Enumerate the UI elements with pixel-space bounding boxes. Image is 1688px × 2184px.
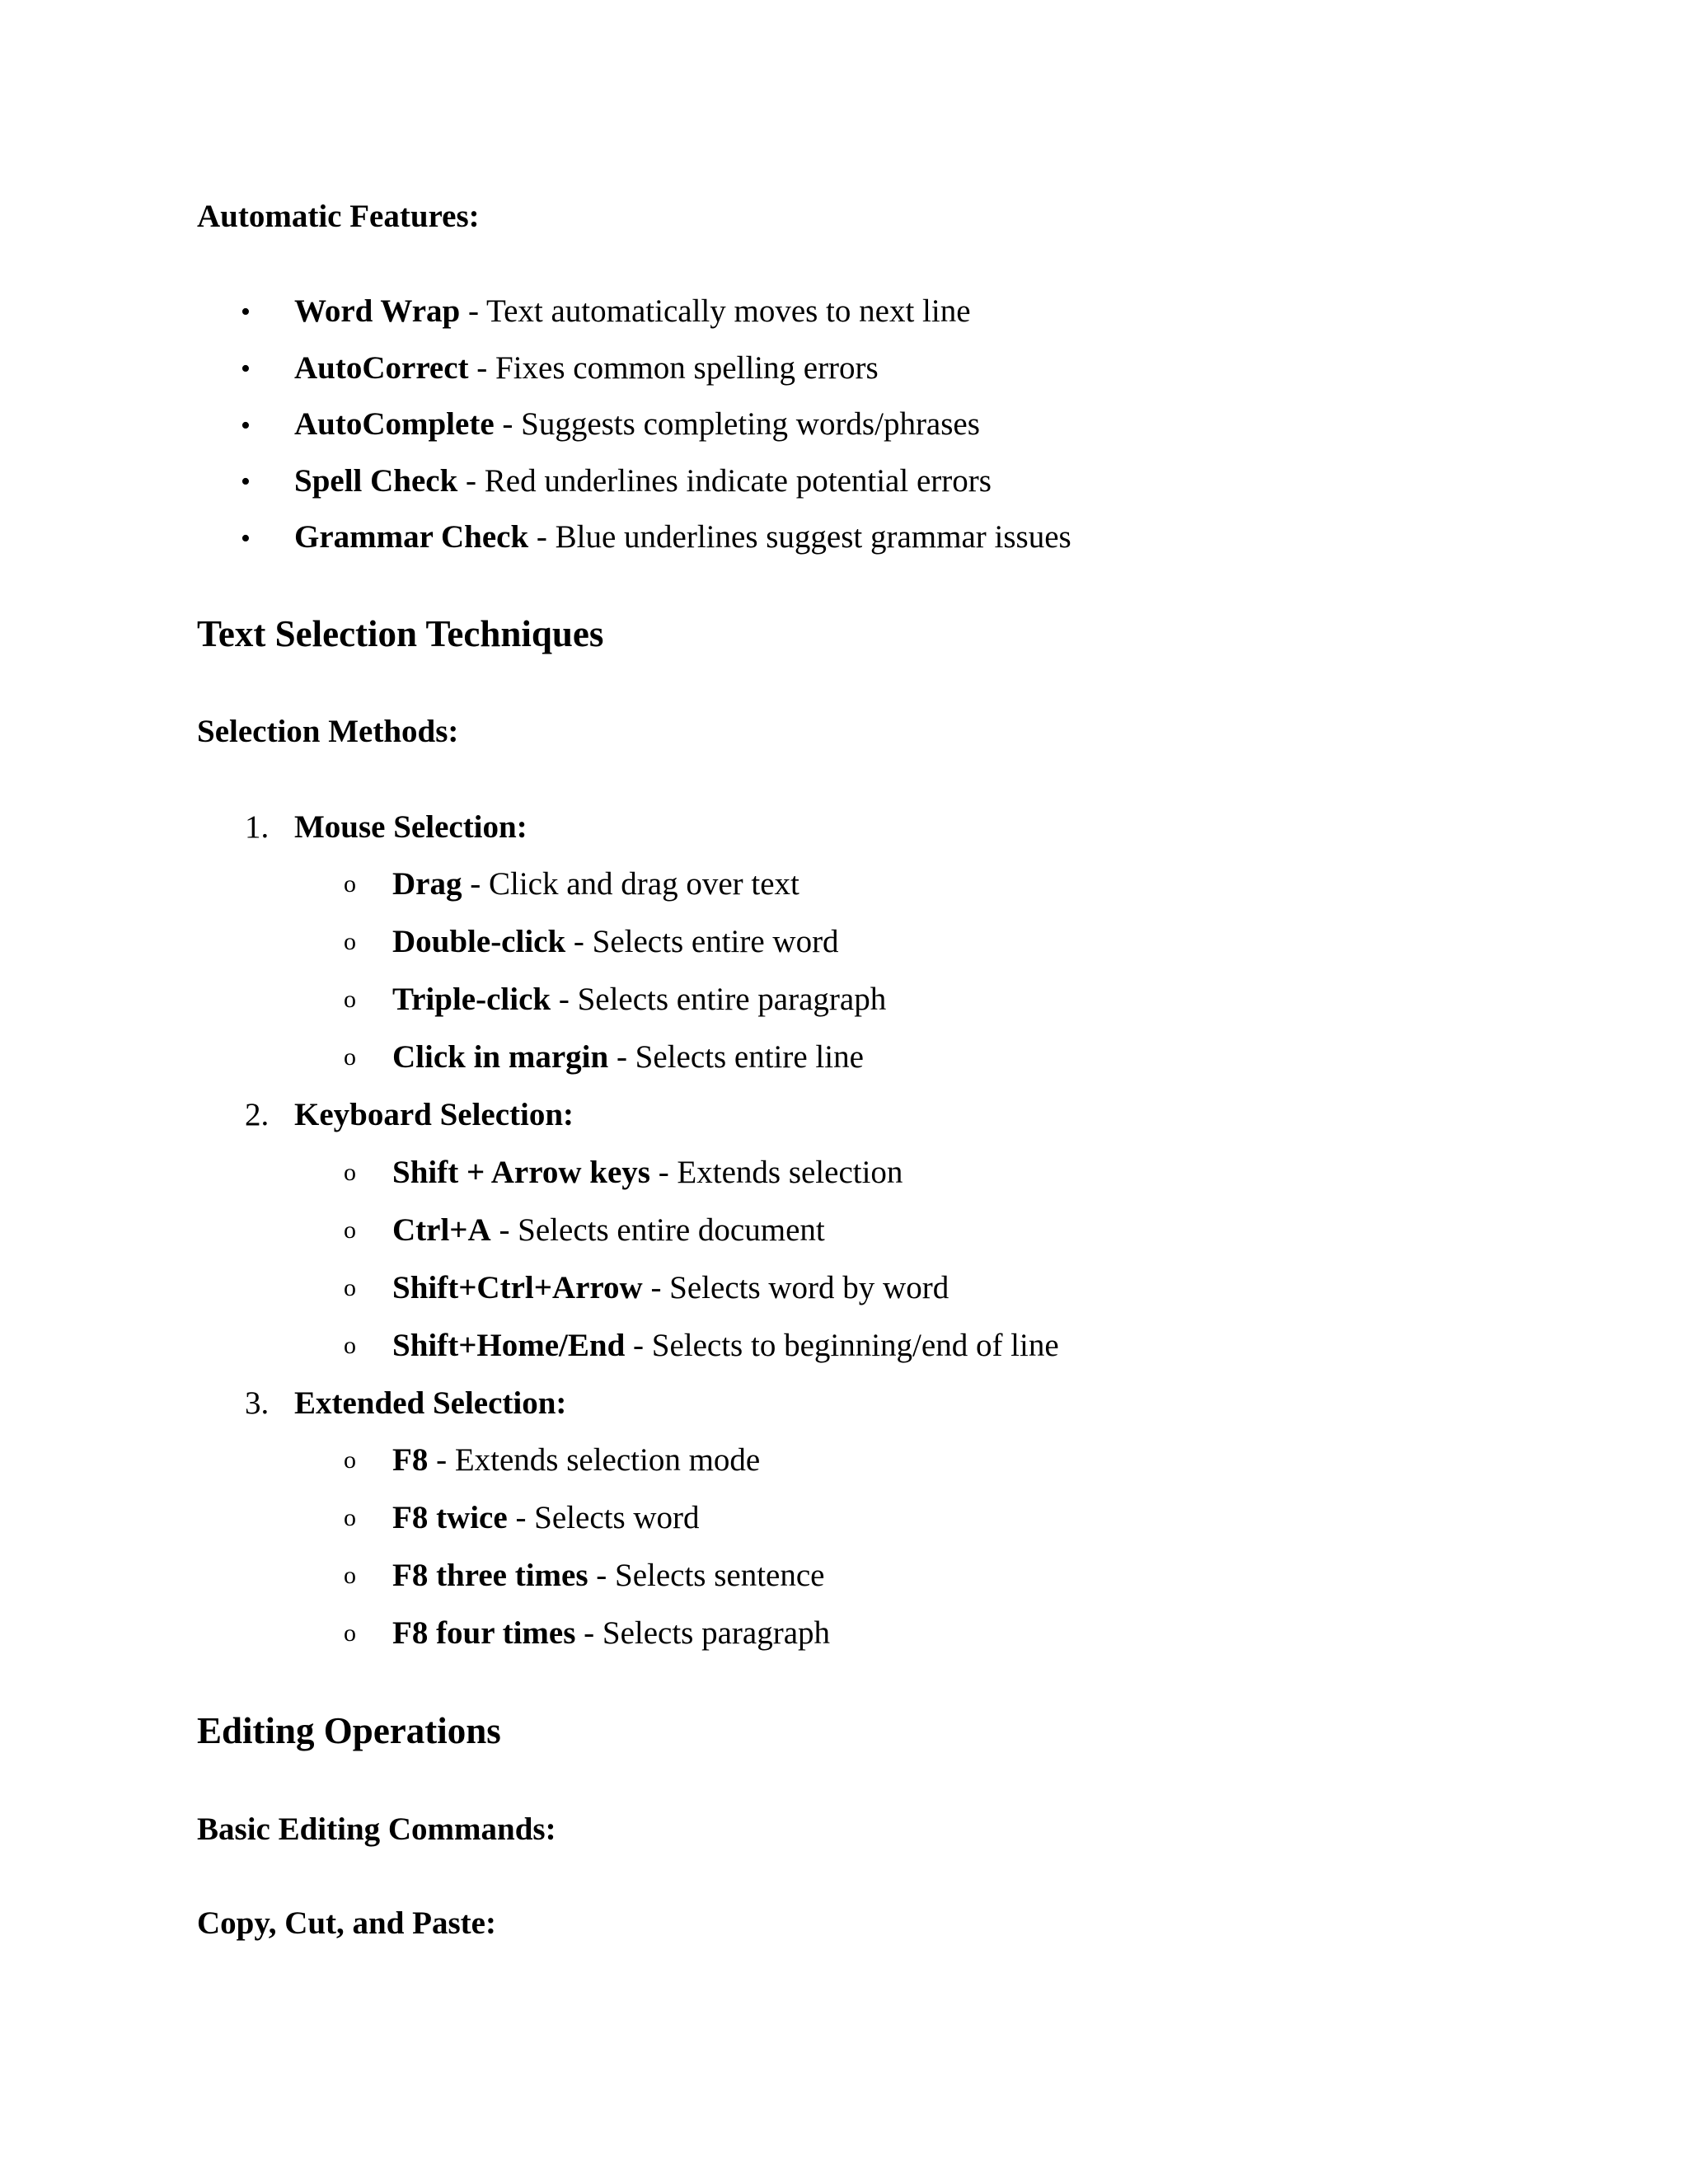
circle-bullet-icon: o: [344, 1159, 356, 1186]
item-desc: - Selects to beginning/end of line: [625, 1328, 1059, 1363]
list-item: [392, 1617, 830, 1649]
list-item: [294, 408, 980, 440]
item-term: Shift+Home/End: [392, 1328, 626, 1363]
list-item: [392, 1156, 903, 1188]
feature-desc: - Red underlines indicate potential errors: [457, 463, 992, 499]
list-number: 1.: [245, 809, 270, 845]
list-number: 3.: [245, 1385, 270, 1421]
list-item: [392, 1444, 760, 1476]
bullet-icon: •: [241, 410, 251, 441]
circle-bullet-icon: o: [344, 1619, 356, 1647]
item-desc: - Selects word: [507, 1500, 700, 1535]
circle-bullet-icon: o: [344, 1562, 356, 1589]
item-term: F8 twice: [392, 1500, 508, 1535]
item-desc: - Extends selection: [649, 1155, 903, 1190]
item-term: Shift+Ctrl+Arrow: [392, 1270, 643, 1305]
item-term: F8 three times: [392, 1558, 588, 1593]
item-desc: - Click and drag over text: [462, 866, 799, 902]
list-item: [392, 926, 839, 958]
feature-desc: - Fixes common spelling errors: [468, 350, 879, 386]
list-item: [392, 1272, 949, 1304]
item-desc: - Selects entire line: [608, 1039, 864, 1075]
list-item: [294, 295, 971, 327]
feature-desc: - Text automatically moves to next line: [460, 293, 971, 329]
item-desc: - Selects word by word: [642, 1270, 950, 1305]
item-desc: - Selects sentence: [588, 1558, 825, 1593]
item-term: F8 four times: [392, 1615, 576, 1651]
item-term: Shift + Arrow keys: [392, 1155, 650, 1190]
list-item: [392, 1214, 825, 1246]
item-desc: - Selects entire word: [565, 924, 839, 959]
text-selection-title: Text Selection Techniques: [197, 613, 604, 654]
feature-term: AutoCorrect: [294, 350, 469, 386]
list-item: [392, 1329, 1059, 1361]
feature-term: AutoComplete: [294, 406, 495, 442]
group-label: [294, 811, 528, 843]
circle-bullet-icon: o: [344, 1504, 356, 1531]
circle-bullet-icon: o: [344, 1274, 356, 1301]
list-item: [294, 521, 1071, 553]
circle-bullet-icon: o: [344, 1446, 356, 1474]
bullet-icon: •: [241, 354, 251, 384]
selection-methods-heading: Selection Methods:: [197, 714, 459, 749]
feature-term: Spell Check: [294, 463, 458, 499]
item-desc: - Selects entire paragraph: [551, 982, 887, 1017]
list-item: [392, 1502, 700, 1534]
feature-term: Word Wrap: [294, 293, 461, 329]
item-desc: - Extends selection mode: [428, 1442, 761, 1478]
item-term: Click in margin: [392, 1039, 609, 1075]
feature-term: Grammar Check: [294, 519, 529, 555]
group-label-text: Extended Selection:: [294, 1385, 567, 1421]
feature-desc: - Suggests completing words/phrases: [494, 406, 980, 442]
list-item: [392, 868, 799, 900]
item-term: Double-click: [392, 924, 566, 959]
list-item: [392, 1559, 825, 1591]
group-label-text: Keyboard Selection:: [294, 1097, 574, 1132]
list-item: [392, 983, 886, 1015]
feature-desc: - Blue underlines suggest grammar issues: [528, 519, 1071, 555]
bullet-icon: •: [241, 466, 251, 497]
group-label: [294, 1099, 574, 1131]
bullet-icon: •: [241, 523, 251, 554]
circle-bullet-icon: o: [344, 928, 356, 955]
editing-operations-title: Editing Operations: [197, 1710, 501, 1751]
circle-bullet-icon: o: [344, 1216, 356, 1244]
list-item: [392, 1041, 864, 1073]
circle-bullet-icon: o: [344, 1043, 356, 1071]
circle-bullet-icon: o: [344, 1332, 356, 1359]
list-item: [294, 465, 992, 497]
automatic-features-heading: Automatic Features:: [197, 199, 480, 234]
circle-bullet-icon: o: [344, 986, 356, 1013]
copy-cut-paste-heading: Copy, Cut, and Paste:: [197, 1905, 496, 1941]
item-term: Triple-click: [392, 982, 551, 1017]
group-label: [294, 1387, 566, 1419]
item-desc: - Selects entire document: [490, 1212, 825, 1248]
item-term: F8: [392, 1442, 429, 1478]
list-item: [294, 352, 879, 384]
list-number: 2.: [245, 1097, 270, 1132]
item-desc: - Selects paragraph: [575, 1615, 831, 1651]
group-label-text: Mouse Selection:: [294, 809, 528, 845]
item-term: Drag: [392, 866, 462, 902]
basic-editing-heading: Basic Editing Commands:: [197, 1811, 556, 1847]
bullet-icon: •: [241, 297, 251, 327]
circle-bullet-icon: o: [344, 870, 356, 898]
item-term: Ctrl+A: [392, 1212, 491, 1248]
